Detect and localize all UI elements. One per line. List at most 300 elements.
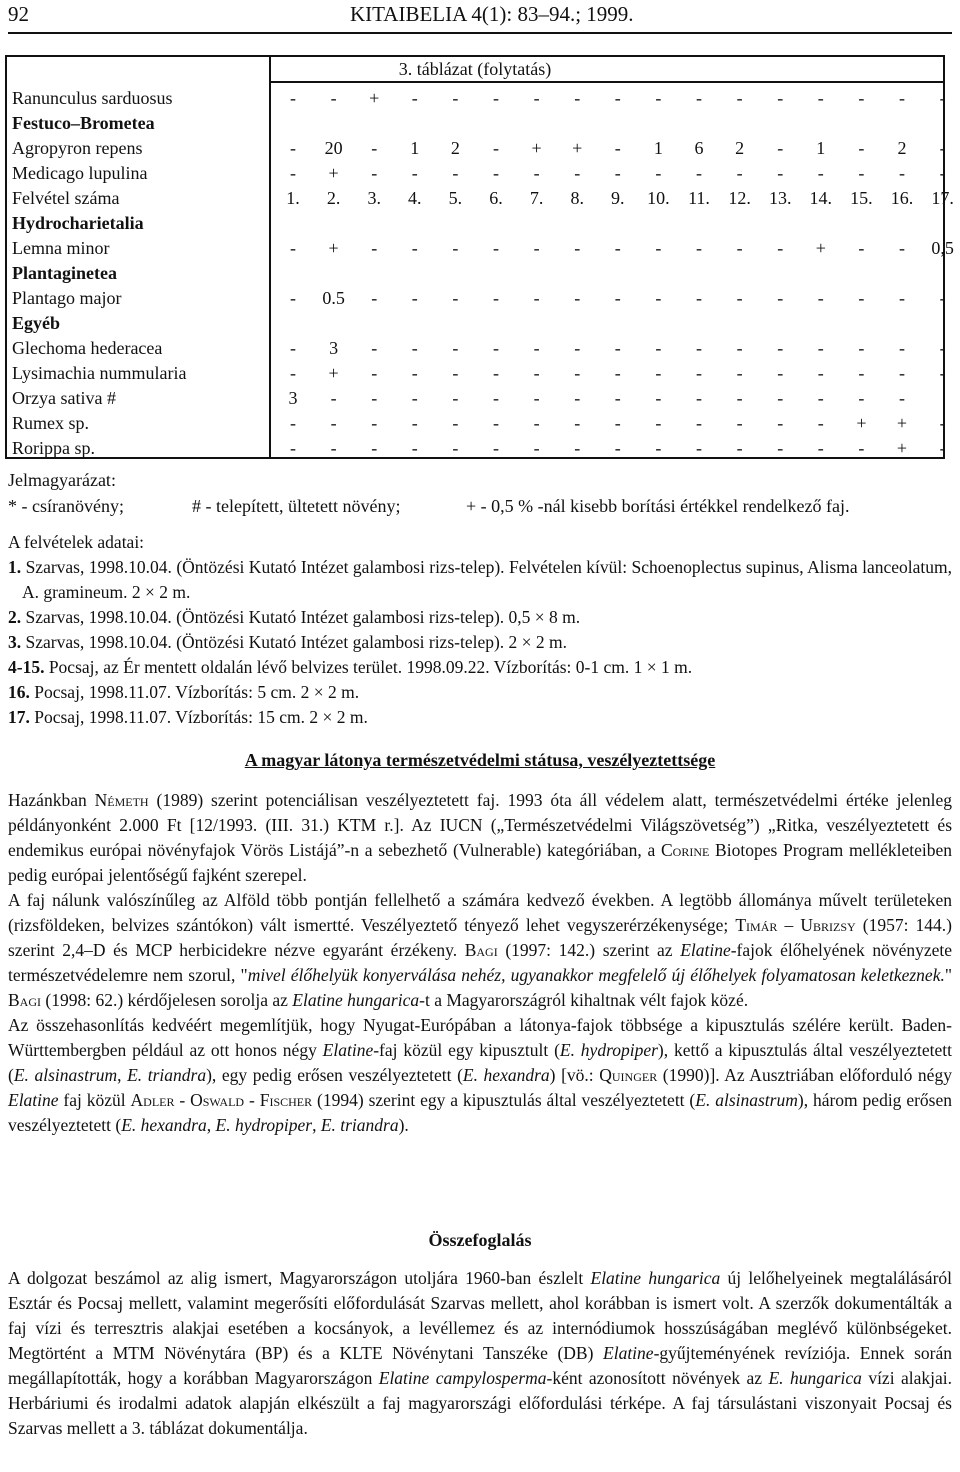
table-cell: -: [290, 438, 296, 458]
records-section: [8, 530, 952, 730]
table-group-row: [7, 211, 943, 236]
table-group-row: [7, 311, 943, 336]
table-cell: -: [330, 413, 337, 433]
table-cell: 1: [816, 138, 826, 158]
author-name: Corine: [661, 840, 710, 860]
table-cell: -: [290, 338, 296, 358]
table-cell: -: [411, 288, 418, 308]
text-run: ,: [312, 1115, 321, 1135]
paragraph: [8, 1013, 952, 1138]
table-cell: -: [614, 438, 621, 458]
table-cell: 0.5: [322, 288, 345, 308]
taxon-name: E. hydropiper: [559, 1040, 658, 1060]
text-run: -gyűjteményének revíziója. Ennek során megállapították, hogy a korábban Magyarországon: [8, 1343, 952, 1388]
table-cell: +: [328, 163, 339, 183]
table-cell: -: [736, 413, 743, 433]
journal-citation: KITAIBELIA 4(1): 83–94.; 1999.: [350, 2, 634, 26]
row-label: Medicago lupulina: [12, 163, 148, 183]
table-cell: -: [655, 388, 662, 408]
table-cell: -: [777, 238, 784, 258]
table-cell: -: [493, 388, 499, 408]
table-cell: -: [696, 338, 702, 358]
table-row: [7, 161, 946, 186]
legend-item-planted: # - telepített, ültetett növény;: [192, 496, 401, 516]
table-cell: 5.: [448, 188, 463, 208]
text-run: ,: [206, 1115, 216, 1135]
table-cell: -: [777, 388, 784, 408]
table-cell: +: [369, 88, 380, 108]
group-label: Hydrocharietalia: [12, 213, 144, 233]
author-name: Németh: [94, 790, 149, 810]
table-row: [7, 286, 946, 311]
text-run: ,: [117, 1065, 128, 1085]
table-cell: -: [371, 363, 378, 383]
table-cell: 3: [288, 388, 298, 408]
table-cell: -: [574, 288, 581, 308]
text-run: (1998: 62.) kérdőjelesen sorolja az: [41, 990, 293, 1010]
table-cell: -: [817, 163, 824, 183]
table-cell: +: [815, 238, 826, 258]
author-name: Quinger: [599, 1065, 658, 1085]
table-cell: 12.: [728, 188, 751, 208]
legend-item-seedling: * - csíranövény;: [8, 496, 124, 516]
table-cell: -: [899, 338, 905, 358]
row-label: Lemna minor: [12, 238, 110, 258]
table-cell: -: [493, 363, 499, 383]
table-cell: -: [614, 363, 621, 383]
table-cell: 2: [735, 138, 745, 158]
table-cell: -: [817, 363, 824, 383]
records-title: A felvételek adatai:: [8, 532, 145, 552]
table-cell: 8.: [570, 188, 584, 208]
table-row: [7, 86, 946, 111]
row-label: Rorippa sp.: [12, 438, 95, 458]
text-run: faj közül: [58, 1090, 131, 1110]
taxon-name: Elatine hungarica: [292, 990, 420, 1010]
author-name: Ubrizsy: [800, 915, 856, 935]
table-cell: -: [817, 438, 824, 458]
table-row: [7, 386, 943, 411]
table-cell: -: [574, 413, 581, 433]
table-cell: -: [939, 363, 946, 383]
table-cell: -: [736, 88, 743, 108]
table-cell: -: [736, 438, 743, 458]
author-name: Adler: [130, 1090, 175, 1110]
table-cell: -: [655, 413, 662, 433]
table-cell: -: [290, 238, 296, 258]
author-name: Bagi: [464, 940, 498, 960]
table-cell: +: [328, 363, 339, 383]
table-cell: -: [736, 288, 743, 308]
table-cell: -: [736, 238, 743, 258]
taxon-name: Elatine: [8, 1090, 59, 1110]
table-cell: +: [572, 138, 583, 158]
table-cell: -: [574, 88, 581, 108]
taxon-name: E. hungarica: [768, 1368, 862, 1388]
table-cell: -: [939, 163, 946, 183]
table-cell: -: [899, 388, 905, 408]
group-label: Egyéb: [12, 313, 61, 333]
table-group-row: [7, 111, 943, 136]
table-cell: -: [858, 438, 865, 458]
table-cell: -: [290, 363, 296, 383]
record-text: Pocsaj, 1998.11.07. Vízborítás: 15 cm. 2 × 2 m.: [34, 707, 368, 727]
text-run: -: [174, 1090, 191, 1110]
section-status-body: [8, 788, 952, 1138]
table-cell: -: [493, 338, 499, 358]
table-cell: 1.: [286, 188, 300, 208]
table-cell: -: [574, 338, 581, 358]
table-cell: -: [899, 163, 905, 183]
record-text: Pocsaj, 1998.11.07. Vízborítás: 5 cm. 2 × 2 m.: [34, 682, 360, 702]
table-cell: -: [452, 338, 459, 358]
text-run: (1994) szerint egy a kipusztulás által veszélyeztetett (: [312, 1090, 696, 1110]
table-cell: -: [493, 88, 499, 108]
text-run: A faj nálunk valószínűleg az Alföld több pontján fellelhető a számára kedvező években. A legtöbb állománya művelt területeken (rizsföldeken, belvizes szántókon) vált ismertté. Veszélyeztető tényező lehet vegyszerérzékenysége;: [8, 890, 952, 935]
section-summary-body: [8, 1266, 952, 1441]
record-num: 16.: [8, 682, 30, 702]
table-cell: -: [777, 363, 784, 383]
table-cell: -: [696, 238, 702, 258]
taxon-name: E. triandra: [127, 1065, 207, 1085]
row-label: Felvétel száma: [12, 188, 120, 208]
table-body: [7, 86, 954, 461]
row-label: Plantago major: [12, 288, 122, 308]
record-num: 4-15.: [8, 657, 45, 677]
table-cell: -: [371, 163, 378, 183]
table-cell: -: [452, 238, 459, 258]
table-cell: 2: [897, 138, 907, 158]
taxon-name: E. triandra: [320, 1115, 399, 1135]
table-row: [7, 136, 946, 161]
text-run: (1990)]. Az Ausztriában előforduló négy: [657, 1065, 952, 1085]
text-run: (1997: 142.) szerint az: [497, 940, 681, 960]
table-cell: -: [533, 363, 540, 383]
section-heading-summary: Összefoglalás: [428, 1230, 532, 1250]
table-cell: -: [411, 163, 418, 183]
table-cell: -: [899, 88, 905, 108]
text-run: Az összehasonlítás kedvéért megemlítjük, hogy Nyugat-Európában a látonya-fajok többsége a kipusztulás szélére került. Baden-Württembergben például az ott honos négy: [8, 1015, 952, 1060]
quote: mivel élőhelyük konyerválása nehéz, ugyanakkor megfelelő új élőhelyek folyamatosan keletkeznek.: [247, 965, 945, 985]
table-cell: 3.: [367, 188, 381, 208]
table-cell: +: [328, 238, 339, 258]
row-label: Rumex sp.: [12, 413, 90, 433]
table-cell: -: [777, 438, 784, 458]
text-run: –: [777, 915, 801, 935]
table-cell: -: [858, 288, 865, 308]
running-header: [8, 0, 952, 34]
record-text: Szarvas, 1998.10.04. (Öntözési Kutató Intézet galambosi rizs-telep). 2 × 2 m.: [25, 632, 568, 652]
table-cell: -: [411, 88, 418, 108]
record-num: 3.: [8, 632, 22, 652]
table-cell: -: [290, 413, 296, 433]
table-cell: -: [614, 238, 621, 258]
table-cell: -: [574, 388, 581, 408]
table-cell: -: [858, 363, 865, 383]
table-cell: -: [939, 88, 946, 108]
table-row: [7, 436, 946, 461]
table-cell: -: [939, 413, 946, 433]
table-caption: 3. táblázat (folytatás): [398, 59, 552, 79]
table-row: [7, 186, 954, 211]
text-run: -ként azonosított növények az: [546, 1368, 769, 1388]
table-cell: -: [614, 163, 621, 183]
table-cell: -: [574, 163, 581, 183]
table-cell: -: [452, 288, 459, 308]
table-cell: 6.: [489, 188, 503, 208]
table-cell: 10.: [647, 188, 670, 208]
text-run: ), kettő a kipusztulás által veszélyeztetett (: [8, 1040, 952, 1085]
row-label: Ranunculus sarduosus: [12, 88, 173, 108]
table-cell: -: [290, 163, 296, 183]
table-cell: -: [817, 388, 824, 408]
table-cell: 0,5: [931, 238, 954, 258]
record-3: [8, 630, 952, 655]
table-cell: -: [777, 288, 784, 308]
table-cell: -: [655, 238, 662, 258]
record-text: Szarvas, 1998.10.04. (Öntözési Kutató Intézet galambosi rizs-telep). Felvételen kívül: Schoenoplectus supinus, Alisma lanceolatum, A. gramineum. 2 × 2 m.: [22, 557, 953, 602]
record-4-15: [8, 655, 952, 680]
text-run: -faj közül egy kipusztult (: [373, 1040, 560, 1060]
table-group-row: [7, 261, 943, 286]
record-16: [8, 680, 952, 705]
table-cell: -: [493, 163, 499, 183]
table-cell: -: [411, 238, 418, 258]
table-cell: -: [493, 438, 499, 458]
text-run: ": [944, 965, 952, 985]
table-cell: -: [371, 438, 378, 458]
table-cell: -: [371, 288, 378, 308]
text-run: (1989) szerint potenciálisan veszélyeztetett faj. 1993 óta áll védelem alatt, természetvédelmi értéke jelenleg példányonként 2.000 Ft [12/1993. (III. 31.) KTM r.]. Az IUCN („Természetvédelmi Világszövetség”) „Ritka, veszélyeztetett és endemikus európai növényfajok Vörös Listájá”-n a sebezhető (Vulnerable) kategóriában, a: [8, 790, 952, 860]
table-cell: -: [411, 338, 418, 358]
table-cell: -: [614, 138, 621, 158]
record-17: [8, 705, 952, 730]
releve-table: [5, 55, 954, 459]
table-cell: 17.: [931, 188, 954, 208]
table-cell: -: [939, 138, 946, 158]
taxon-name: E. hexandra: [121, 1115, 207, 1135]
table-cell: -: [533, 238, 540, 258]
table-cell: -: [736, 338, 743, 358]
text-run: ).: [398, 1115, 409, 1135]
paragraph: [8, 1266, 952, 1441]
table-cell: 14.: [809, 188, 833, 208]
taxon-name: E. hexandra: [462, 1065, 550, 1085]
table-cell: -: [696, 363, 702, 383]
table-cell: -: [899, 288, 905, 308]
table-cell: -: [371, 238, 378, 258]
table-cell: 6: [694, 138, 704, 158]
table-cell: -: [817, 338, 824, 358]
taxon-name: Elatine: [603, 1343, 654, 1363]
record-2: [8, 605, 952, 630]
taxon-name: E. alsinastrum: [13, 1065, 118, 1085]
group-label: Festuco–Brometea: [12, 113, 155, 133]
record-text: Pocsaj, az Ér mentett oldalán lévő belvizes terület. 1998.09.22. Vízborítás: 0-1 cm. 1 × 1 m.: [48, 657, 693, 677]
taxon-name: Elatine: [680, 940, 731, 960]
table-cell: 16.: [890, 188, 914, 208]
table-cell: 3: [329, 338, 339, 358]
table-cell: +: [896, 413, 908, 433]
text-run: Biotopes Program mellékleteiben pedig európai jelentőségű fajként szerepel.: [8, 840, 952, 885]
table-cell: -: [452, 163, 459, 183]
table-cell: -: [736, 363, 743, 383]
table-cell: -: [777, 163, 784, 183]
table-cell: -: [858, 388, 865, 408]
table-cell: 11.: [688, 188, 710, 208]
table-cell: -: [858, 88, 865, 108]
record-num: 2.: [8, 607, 22, 627]
text-run: (1957: 144.) szerint 2,4–D és MCP herbicidekre nézve egyaránt érzékeny.: [8, 915, 953, 960]
table-cell: -: [858, 338, 865, 358]
table-cell: -: [411, 388, 418, 408]
legend-title: Jelmagyarázat:: [8, 470, 116, 490]
table-cell: -: [655, 288, 662, 308]
author-name: Bagi: [8, 990, 42, 1010]
table-cell: -: [655, 438, 662, 458]
table-cell: -: [574, 238, 581, 258]
record-num: 1.: [8, 557, 22, 577]
table-cell: -: [452, 88, 459, 108]
table-cell: -: [493, 288, 499, 308]
table-cell: 15.: [850, 188, 873, 208]
table-cell: -: [655, 363, 662, 383]
table-cell: -: [777, 138, 784, 158]
text-run: -fajok élőhelyének növényzete természetvédelemre nem szorul, ": [8, 940, 952, 985]
text-run: Hazánkban: [8, 790, 95, 810]
paragraph: [8, 888, 952, 1013]
table-cell: -: [696, 88, 702, 108]
row-label: Glechoma hederacea: [12, 338, 163, 358]
table-cell: -: [696, 288, 702, 308]
table-cell: -: [614, 88, 621, 108]
table-cell: -: [452, 363, 459, 383]
table-row: [7, 361, 946, 386]
table-cell: -: [777, 413, 784, 433]
table-cell: -: [777, 88, 784, 108]
table-cell: -: [533, 338, 540, 358]
table-cell: -: [533, 438, 540, 458]
table-cell: -: [290, 288, 296, 308]
text-run: új lelőhelyeinek megtalálásáról Esztár és Pocsaj mellett, valamint megerősíti előfordulását Szarvas mellett, ahol korábban is ismert volt. A szerzők dokumentálták a faj vízi és terresztris alakjai esetében a kocsányok, a levéllemez és az internódiumok hosszúságában meglévő különbségeket. Megtörtént a MTM Növénytára (BP) és a KLTE Növénytani Tanszéke (DB): [8, 1268, 953, 1363]
table-cell: -: [655, 163, 662, 183]
table-cell: -: [493, 138, 499, 158]
record-num: 17.: [8, 707, 30, 727]
text-run: -t a Magyarországról kihaltnak vélt fajok közé.: [419, 990, 749, 1010]
table-cell: 13.: [768, 188, 792, 208]
table-cell: -: [899, 238, 905, 258]
table-row: [7, 411, 946, 436]
table-cell: -: [493, 238, 499, 258]
paragraph: [8, 788, 952, 888]
section-heading-status: A magyar látonya természetvédelmi státusa, veszélyeztettsége: [244, 750, 716, 770]
table-cell: -: [411, 363, 418, 383]
table-cell: -: [330, 388, 337, 408]
page-number: 92: [8, 2, 29, 26]
table-cell: 4.: [408, 188, 422, 208]
table-cell: -: [574, 363, 581, 383]
table-cell: -: [696, 388, 702, 408]
table-cell: -: [411, 438, 418, 458]
table-cell: -: [858, 163, 865, 183]
table-cell: -: [696, 413, 702, 433]
table-cell: -: [533, 288, 540, 308]
table-cell: -: [939, 438, 946, 458]
text-run: A dolgozat beszámol az alig ismert, Magyarországon utoljára 1960-ban észlelt: [8, 1268, 591, 1288]
row-label: Agropyron repens: [12, 138, 143, 158]
table-cell: -: [817, 288, 824, 308]
table-cell: -: [533, 163, 540, 183]
taxon-name: Elatine campylosperma: [378, 1368, 547, 1388]
table-cell: -: [614, 288, 621, 308]
table-cell: -: [614, 413, 621, 433]
table-cell: -: [371, 413, 378, 433]
table-cell: -: [777, 338, 784, 358]
table-row: [7, 236, 954, 261]
author-name: Fischer: [259, 1090, 313, 1110]
table-cell: -: [452, 413, 459, 433]
table-cell: -: [330, 438, 337, 458]
table-cell: -: [899, 363, 905, 383]
table-cell: 20: [324, 138, 343, 158]
row-label: Lysimachia nummularia: [12, 363, 187, 383]
table-cell: -: [371, 138, 378, 158]
table-cell: -: [411, 413, 418, 433]
table-cell: -: [817, 88, 824, 108]
table-cell: -: [574, 438, 581, 458]
table-cell: -: [858, 238, 865, 258]
author-name: Timár: [735, 915, 778, 935]
table-cell: -: [736, 388, 743, 408]
group-label: Plantaginetea: [12, 263, 117, 283]
text-run: vízi alakjai. Herbáriumi és irodalmi adatok alapján elkészült a faj magyarországi előfordulási térképe. A faj társulástani viszonyait Pocsaj és Szarvas mellett a 3. táblázat dokumentálja.: [8, 1368, 952, 1438]
table-cell: +: [896, 438, 908, 458]
table-cell: -: [533, 88, 540, 108]
table-cell: 1: [653, 138, 663, 158]
text-run: ), három pedig erősen veszélyeztetett (: [8, 1090, 952, 1135]
record-text: Szarvas, 1998.10.04. (Öntözési Kutató Intézet galambosi rizs-telep). 0,5 × 8 m.: [25, 607, 581, 627]
table-cell: -: [330, 88, 337, 108]
table-cell: -: [939, 288, 946, 308]
table-cell: 2: [450, 138, 460, 158]
table-cell: -: [736, 163, 743, 183]
table-cell: -: [696, 438, 702, 458]
taxon-name: Elatine: [322, 1040, 374, 1060]
table-cell: -: [371, 388, 378, 408]
row-label: Orzya sativa #: [12, 388, 116, 408]
table-row: [7, 336, 946, 361]
text-run: ), egy pedig erősen veszélyeztetett (: [206, 1065, 463, 1085]
table-cell: -: [858, 138, 865, 158]
table-cell: 7.: [529, 188, 544, 208]
table-cell: 9.: [611, 188, 625, 208]
table-cell: -: [696, 163, 702, 183]
caption-rule: [269, 81, 943, 83]
header-rule: [8, 32, 952, 34]
legend-item-plus: + - 0,5 % -nál kisebb borítási értékkel rendelkező faj.: [466, 496, 850, 516]
taxon-name: Elatine hungarica: [590, 1268, 721, 1288]
taxon-name: E. alsinastrum: [695, 1090, 798, 1110]
taxon-name: E. hydropiper: [215, 1115, 313, 1135]
table-cell: +: [856, 413, 867, 433]
table-cell: +: [531, 138, 542, 158]
table-cell: -: [655, 88, 662, 108]
table-cell: -: [939, 338, 946, 358]
text-run: ) [vö.:: [549, 1065, 600, 1085]
table-cell: -: [614, 388, 621, 408]
table-cell: -: [614, 338, 621, 358]
table-cell: -: [817, 413, 824, 433]
